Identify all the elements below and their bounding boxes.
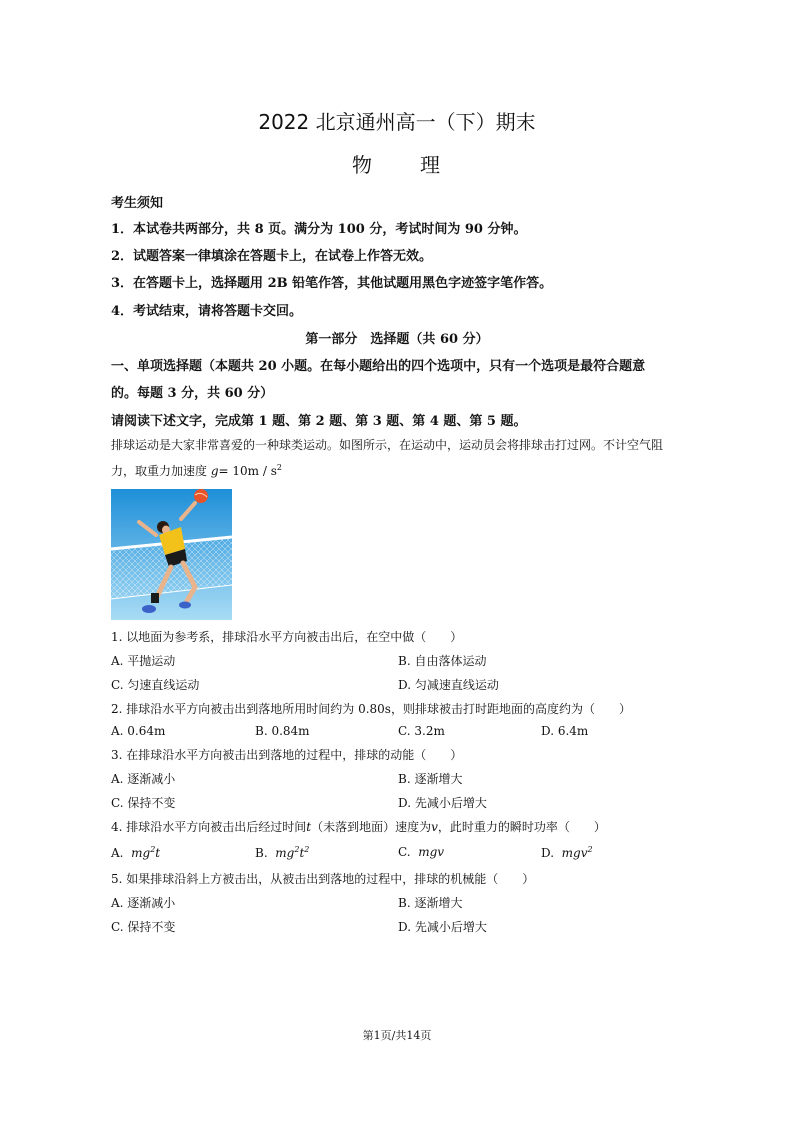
q4-option-a <box>111 845 160 860</box>
subject-title <box>0 149 794 178</box>
passage-line-2-text: 力，取重力加速度 <box>111 464 208 478</box>
q2-option-a: A. 0.64m <box>111 724 166 738</box>
q4-option-b <box>255 845 309 860</box>
passage-line-2 <box>111 462 282 479</box>
q4-velocity-symbol: v <box>431 820 438 834</box>
passage-line-1: 排球运动是大家非常喜爱的一种球类运动。如图所示，在运动中，运动员会将排球击打过网。不计空气阻 <box>111 438 664 452</box>
section-heading-line2: 的。每题 3 分，共 60 分） <box>111 386 274 401</box>
q3-option-d: D. 先减小后增大 <box>398 796 487 810</box>
exam-title: 2022 北京通州高一（下）期末 <box>258 110 536 134</box>
q4-stem-part-2: （未落到地面）速度为 <box>311 820 432 834</box>
q3-stem: 3. 在排球沿水平方向被击出到落地的过程中，排球的动能（ ） <box>111 748 463 762</box>
q2-option-c: C. 3.2m <box>398 724 445 738</box>
q4-stem-part-1: 4. 排球沿水平方向被击出后经过时间 <box>111 820 307 834</box>
section-heading-line1: 一、单项选择题（本题共 20 小题。在每小题给出的四个选项中，只有一个选项是最符合题意 <box>111 359 646 374</box>
q2-stem: 2. 排球沿水平方向被击出到落地所用时间约为 0.80s，则排球被击打时距地面的高度约为（ ） <box>111 702 631 716</box>
q2-option-d: D. 6.4m <box>541 724 589 738</box>
q5-option-b: B. 逐渐增大 <box>398 896 463 910</box>
q4-option-d-label: D. <box>541 846 555 860</box>
q4-option-b-expr: $mg^2t^2$ <box>275 845 310 860</box>
q5-option-d: D. 先减小后增大 <box>398 920 487 934</box>
gravity-symbol: g <box>210 464 219 478</box>
subject-char-2: 理 <box>420 153 442 177</box>
reading-instruction: 请阅读下述文字，完成第 1 题、第 2 题、第 3 题、第 4 题、第 5 题。 <box>111 414 527 429</box>
q5-option-c: C. 保持不变 <box>111 920 176 934</box>
q4-time-symbol: t <box>306 820 312 834</box>
q4-option-d <box>541 845 593 860</box>
q4-option-c-expr: mgv <box>418 845 445 859</box>
gravity-exponent: 2 <box>276 463 282 472</box>
q4-option-c-label: C. <box>398 845 411 859</box>
q4-option-a-expr: $mg^2t$ <box>131 845 161 860</box>
notice-item-4: 4．考试结束，请将答题卡交回。 <box>111 304 303 319</box>
gravity-value: = 10m / s <box>218 464 277 478</box>
q1-option-a: A. 平抛运动 <box>111 654 176 668</box>
q4-option-b-label: B. <box>255 846 268 860</box>
notice-item-3: 3．在答题卡上，选择题用 2B 铅笔作答，其他试题用黑色字迹签字笔作答。 <box>111 276 553 291</box>
q1-option-b: B. 自由落体运动 <box>398 654 487 668</box>
subject-char-1: 物 <box>352 153 374 177</box>
q3-option-a: A. 逐渐减小 <box>111 772 176 786</box>
q1-option-c: C. 匀速直线运动 <box>111 678 200 692</box>
notice-item-2: 2．试题答案一律填涂在答题卡上，在试卷上作答无效。 <box>111 249 433 264</box>
q5-stem: 5. 如果排球沿斜上方被击出，从被击出到落地的过程中，排球的机械能（ ） <box>111 872 535 886</box>
q4-option-c <box>398 845 444 859</box>
q1-stem: 1. 以地面为参考系，排球沿水平方向被击出后，在空中做（ ） <box>111 630 463 644</box>
q2-option-b: B. 0.84m <box>255 724 310 738</box>
q4-stem <box>111 818 606 835</box>
volleyball-photo <box>111 489 232 620</box>
notice-item-1: 1．本试卷共两部分，共 8 页。满分为 100 分，考试时间为 90 分钟。 <box>111 222 527 237</box>
q4-option-d-expr: mgv$^2$ <box>561 845 593 860</box>
q5-option-a: A. 逐渐减小 <box>111 896 176 910</box>
notice-heading: 考生须知 <box>111 196 164 211</box>
q1-option-d: D. 匀减速直线运动 <box>398 678 499 692</box>
q3-option-b: B. 逐渐增大 <box>398 772 463 786</box>
q4-stem-part-3: ，此时重力的瞬时功率（ ） <box>437 820 606 834</box>
q4-option-a-label: A. <box>111 846 124 860</box>
part1-heading: 第一部分 选择题（共 60 分） <box>305 332 489 347</box>
page-number: 第1页/共14页 <box>362 1029 432 1042</box>
q3-option-c: C. 保持不变 <box>111 796 176 810</box>
